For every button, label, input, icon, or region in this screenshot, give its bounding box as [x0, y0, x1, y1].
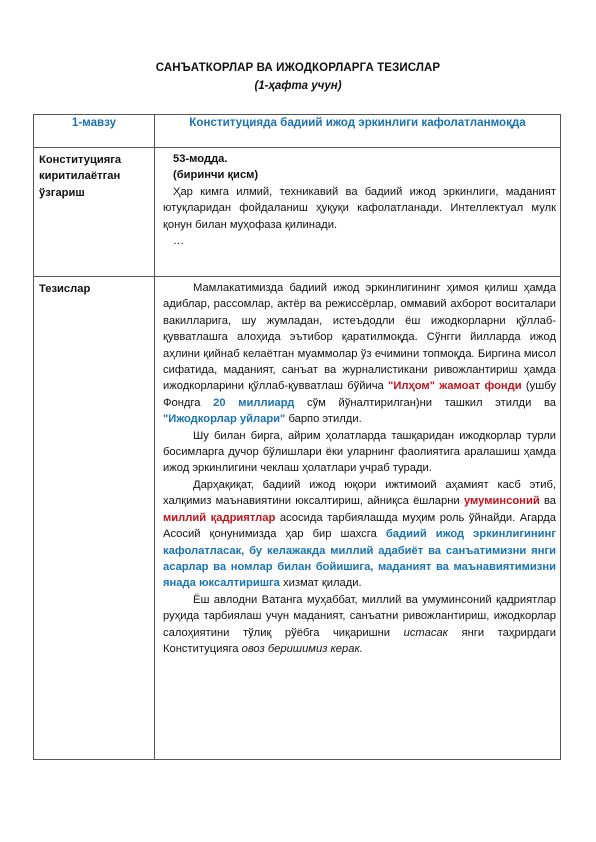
p3-text-2: ва: [539, 495, 556, 508]
theses-label: Тезислар: [34, 277, 155, 760]
p4-italic-want: истасак: [403, 626, 448, 639]
p4-italic-vote: овоз беришимиз керак.: [241, 642, 363, 655]
thesis-paragraph-3: [163, 477, 556, 592]
creators-houses: "Ижодкорлар уйлари": [163, 413, 286, 426]
p3-text-4: хизмат қилади.: [279, 577, 362, 590]
constitution-change-label: Конституцияга киритилаётган ўзгариш: [34, 148, 155, 277]
p3-text: Дарҳақиқат, бадиий ижод юқори ижтимоий аҳамият касб этиб, халқимиз маънавиятини юксалтириш, айниқса ёшларни: [163, 478, 556, 508]
article-part: (биринчи қисм): [173, 169, 259, 182]
p1-text: Мамлакатимизда бадиий ижод эркинлигининг ҳимоя қилиш ҳамда адиблар, рассомлар, актёр ва режиссёрлар, оммавий ахборот воситалари вакилларига, шу жумладан, истеъдодли ёш ижодкорларни қўллаб-қувватлашга алоҳида эътибор қаратилмоқда. Сўнгги йилларда ижод аҳлини қийнаб келаётган муаммолар ўз ечимини топмоқда. Биргина мисол сифатида, маданият, санъат ва журналистикани ривожлантириш ҳамда ижодкорларини қўллаб-қувватлаш бўйича: [163, 282, 556, 393]
p1-text-3: сўм йўналтирилган)ни ташкил этилди ва: [294, 396, 557, 409]
p1-text-2: (ушбу Фондга: [163, 380, 556, 409]
p4-text-2: янги таҳрирдаги Конституцияга: [163, 626, 556, 655]
thesis-table: [33, 114, 561, 760]
theses-content: [155, 277, 561, 760]
document-title: САНЪАТКОРЛАР ВА ИЖОДКОРЛАРГА ТЕЗИСЛАР: [155, 62, 441, 74]
universal-values: умуминсоний: [463, 495, 540, 508]
article-ellipsis: …: [173, 235, 185, 248]
p1-text-4: барпо этилди.: [285, 413, 362, 426]
topic-header-row: [34, 115, 561, 148]
theses-row: [34, 277, 561, 760]
thesis-paragraph-1: [163, 280, 556, 428]
constitution-change-content: [155, 148, 561, 277]
p3-text-3: асосида тарбиялашда муҳим роль ўйнайди. Агарда Асосий қонунимизда ҳар бир шахсга: [163, 511, 556, 541]
fund-amount: 20 миллиард: [213, 396, 295, 409]
ilhom-fund: "Илҳом" жамоат фонди: [388, 380, 522, 393]
thesis-paragraph-4: [163, 592, 556, 658]
national-values: миллий қадриятлар: [163, 511, 276, 524]
topic-title: Конституцияда бадиий ижод эркинлиги кафолатланмоқда: [155, 115, 561, 148]
p3-highlight: бадиий ижод эркинлигининг кафолатласак, бу келажакда миллий адабиёт ва санъатимизни янги асарлар ва номлар билан бойишига, маданият ва маънавиятимизни янада юксалтиришга: [163, 528, 556, 590]
constitution-change-row: [34, 148, 561, 277]
thesis-paragraph-2: Шу билан бирга, айрим ҳолатларда ташқаридан ижодкорлар турли босимларга дучор бўлишлари ёки уларнинг фаолиятига аралашиш ҳамда ижод эркинлигини чеклаш ҳолатлари учраб туради.: [163, 429, 556, 475]
article-text: Ҳар кимга илмий, техникавий ва бадиий ижод эркинлиги, маданият ютуқларидан фойдаланиш ҳуқуқи кафолатланади. Интеллектуал мулк қонун билан муҳофаза қилинади.: [163, 185, 556, 231]
topic-label: 1-мавзу: [34, 115, 155, 148]
p4-text: Ёш авлодни Ватанга муҳаббат, миллий ва умуминсоний қадриятлар руҳида тарбиялаш учун маданият, санъатни ривожлантириш, ижодкорлар салоҳиятини тўлиқ рўёбга чиқаришни: [163, 593, 556, 639]
document-subtitle: (1-ҳафта учун): [254, 80, 342, 92]
article-number: 53-модда.: [173, 153, 228, 165]
